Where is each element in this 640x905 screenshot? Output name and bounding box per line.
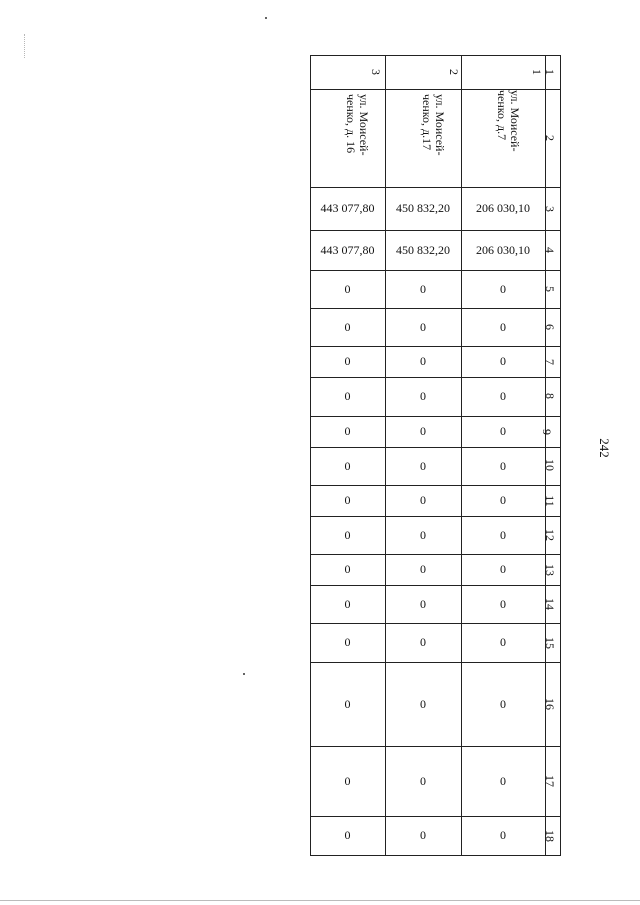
table-cell: 450 832,20 [396, 242, 450, 257]
table-cell: 0 [500, 354, 506, 368]
row-number: 16 [543, 698, 557, 710]
column-header-1: 1 [530, 69, 544, 75]
table-cell: 0 [344, 281, 351, 296]
row-number: 7 [543, 359, 557, 365]
scan-artifact [24, 34, 39, 58]
row-number: 9 [540, 429, 554, 435]
table-cell: 0 [500, 635, 506, 649]
column-header-2: 2 [447, 69, 461, 75]
row-number: 13 [543, 564, 557, 576]
table-cell: 0 [344, 596, 351, 611]
table-cell: 0 [420, 424, 426, 438]
table-cell: 0 [500, 828, 506, 842]
page-edge [0, 900, 640, 901]
row-number: 15 [543, 637, 557, 649]
table-cell: 0 [500, 424, 506, 438]
table-cell: 0 [344, 493, 351, 507]
table-cell: 0 [420, 635, 426, 649]
row-number: 14 [543, 598, 557, 610]
row-number: 18 [543, 830, 557, 842]
table-cell: 0 [500, 458, 506, 473]
table-cell: 0 [344, 773, 351, 788]
table-cell: 0 [344, 635, 351, 649]
table-cell: 0 [344, 458, 351, 473]
table-cell: 0 [500, 281, 506, 296]
row-number: 5 [543, 286, 557, 292]
row-number: 10 [543, 459, 557, 471]
table-cell: 0 [344, 696, 351, 711]
table-cell: 206 030,10 [476, 242, 530, 257]
table-cell: 0 [420, 319, 426, 334]
table-cell: 0 [420, 596, 426, 611]
table-cell: 0 [344, 562, 351, 576]
table-cell: 0 [500, 596, 506, 611]
table-cell: 0 [344, 319, 351, 334]
table-cell: 450 832,20 [396, 201, 450, 215]
table-cell: 0 [420, 354, 426, 368]
table-cell: 0 [500, 696, 506, 711]
row-number: 1 [543, 69, 557, 75]
table-cell: 0 [344, 354, 351, 368]
table-cell: 0 [420, 281, 426, 296]
address-cell: ул. Моисей- ченко, д.17 [420, 94, 447, 156]
table-cell: 0 [344, 424, 351, 438]
page-number: 242 [596, 438, 612, 458]
row-number: 11 [542, 495, 557, 507]
table-cell: 0 [500, 773, 506, 788]
table-cell: 0 [420, 389, 426, 403]
row-number: 4 [543, 247, 557, 253]
table-cell: 0 [420, 773, 426, 788]
scan-speck [265, 17, 267, 19]
row-number: 3 [543, 206, 557, 212]
row-number: 17 [543, 775, 557, 787]
row-number: 2 [543, 135, 557, 141]
table-cell: 0 [500, 493, 506, 507]
table-cell: 443 077,80 [320, 201, 375, 215]
table-cell: 0 [344, 527, 351, 542]
table-cell: 0 [420, 828, 426, 842]
table-cell: 0 [500, 389, 506, 403]
table-cell: 0 [420, 493, 426, 507]
table-cell: 0 [500, 562, 506, 576]
address-cell: ул. Моисей- ченко, д.7 [495, 90, 522, 152]
row-number: 8 [543, 393, 557, 399]
table-cell: 0 [500, 527, 506, 542]
address-cell: ул. Моисей- ченко, д. 16 [344, 94, 371, 156]
table-cell: 0 [344, 828, 351, 842]
row-number: 6 [543, 324, 557, 330]
column-header-3: 3 [369, 69, 383, 75]
row-number: 12 [543, 529, 557, 541]
scan-speck [243, 673, 245, 675]
table-cell: 0 [420, 527, 426, 542]
table-cell: 0 [500, 319, 506, 334]
table-cell: 0 [420, 562, 426, 576]
table-cell: 0 [344, 389, 351, 403]
table-cell: 0 [420, 696, 426, 711]
table-cell: 443 077,80 [320, 242, 375, 257]
table-cell: 206 030,10 [476, 201, 530, 215]
table-cell: 0 [420, 458, 426, 473]
